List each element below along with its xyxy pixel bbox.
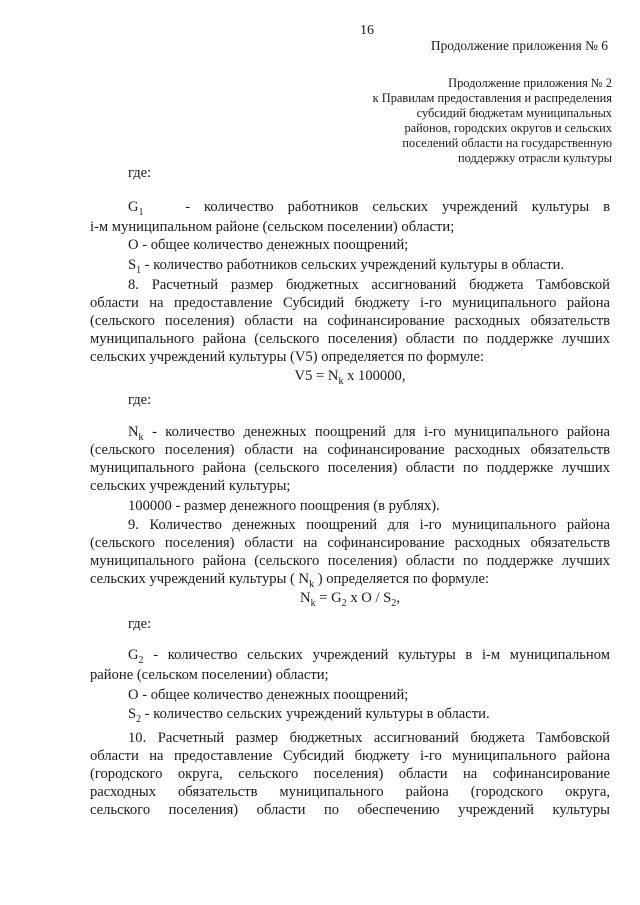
paragraph-10 xyxy=(90,729,610,819)
paragraph-line: муниципального района (сельского поселения) области по поддержке лучших xyxy=(90,331,610,347)
g1-definition xyxy=(90,198,610,236)
nk-line: (сельского поселения) области на софинансирование расходных обязательств xyxy=(90,442,610,458)
g2-line: $G_2$ - количество сельских учреждений культуры в i-м муниципальном xyxy=(128,647,610,666)
paragraph-line: расходных обязательств муниципального района (городского округа, xyxy=(90,784,610,800)
header-line: поселений области на государственную xyxy=(402,136,612,150)
paragraph-line: 10. Расчетный размер бюджетных ассигнований бюджета Тамбовской xyxy=(128,730,610,746)
header-line: районов, городских округов и сельских xyxy=(404,121,612,135)
s1-symbol: $S_1$ xyxy=(128,257,142,276)
continuation-appendix-2 xyxy=(312,76,612,166)
paragraph-line: области на предоставление Субсидий бюджету i-го муниципального района xyxy=(90,748,610,764)
g1-line-2: i-м муниципальном районе (сельском поселении) области; xyxy=(90,219,455,235)
o-definition: O - общее количество денежных поощрений; xyxy=(128,237,409,253)
g2-definition xyxy=(90,646,610,684)
paragraph-line: муниципального района (сельского поселения) области по поддержке лучших xyxy=(90,553,610,569)
paragraph-line: 8. Расчетный размер бюджетных ассигнований бюджета Тамбовской xyxy=(128,277,610,293)
formula-nk: $N_k = G_2$ x O / $S_2$, xyxy=(300,590,400,609)
where-label: где: xyxy=(128,165,152,181)
page-number: 16 xyxy=(360,23,374,38)
s2-definition: $S_2$ - количество сельских учреждений культуры в области. xyxy=(128,706,490,725)
s2-symbol: $S_2$ xyxy=(128,706,142,725)
nk-definition xyxy=(90,423,610,495)
reward-size: 100000 - размер денежного поощрения (в рублях). xyxy=(128,498,440,514)
where-label: где: xyxy=(128,392,152,408)
paragraph-line: (городского округа, сельского поселения) области на софинансирование xyxy=(90,766,610,782)
g1-symbol: $G_1$ xyxy=(128,199,144,218)
continuation-appendix-6: Продолжение приложения № 6 xyxy=(430,38,608,53)
formula-v5: $V5 = N_k$ x 100000, xyxy=(294,368,406,387)
paragraph-line: сельского поселения) области по обеспечению учреждений культуры xyxy=(90,802,610,818)
paragraph-8 xyxy=(90,276,610,366)
o-definition: O - общее количество денежных поощрений; xyxy=(128,687,409,703)
header-line: поддержку отрасли культуры xyxy=(458,151,612,165)
s1-definition: $S_1$ - количество работников сельских учреждений культуры в области. xyxy=(128,257,565,276)
nk-line: муниципального района (сельского поселения) области по поддержке лучших xyxy=(90,460,610,476)
paragraph-line: 9. Количество денежных поощрений для i-го муниципального района xyxy=(128,517,610,533)
header-line: к Правилам предоставления и распределения xyxy=(372,91,612,105)
paragraph-line: (сельского поселения) области на софинансирование расходных обязательств xyxy=(90,535,610,551)
paragraph-line: сельских учреждений культуры ( $N_k$ ) определяется по формуле: xyxy=(90,571,490,590)
where-label: где: xyxy=(128,616,152,632)
paragraph-9 xyxy=(90,516,610,588)
g2-symbol: $G_2$ xyxy=(128,647,144,666)
header-line: Продолжение приложения № 2 xyxy=(448,76,612,90)
header-line: субсидий бюджетам муниципальных xyxy=(416,106,612,120)
g1-line: $G_1$ - количество работников сельских учреждений культуры в xyxy=(128,199,610,218)
paragraph-line: сельских учреждений культуры (V5) определяется по формуле: xyxy=(90,349,484,365)
nk-line: сельских учреждений культуры; xyxy=(90,478,291,494)
g2-line-2: районе (сельском поселении) области; xyxy=(90,667,329,683)
paragraph-line: (сельского поселения) области на софинансирование расходных обязательств xyxy=(90,313,610,329)
nk-line: $N_k$ - количество денежных поощрений для i-го муниципального района xyxy=(128,424,610,443)
nk-symbol: $N_k$ xyxy=(128,424,144,443)
paragraph-line: области на предоставление Субсидий бюджету i-го муниципального района xyxy=(90,295,610,311)
